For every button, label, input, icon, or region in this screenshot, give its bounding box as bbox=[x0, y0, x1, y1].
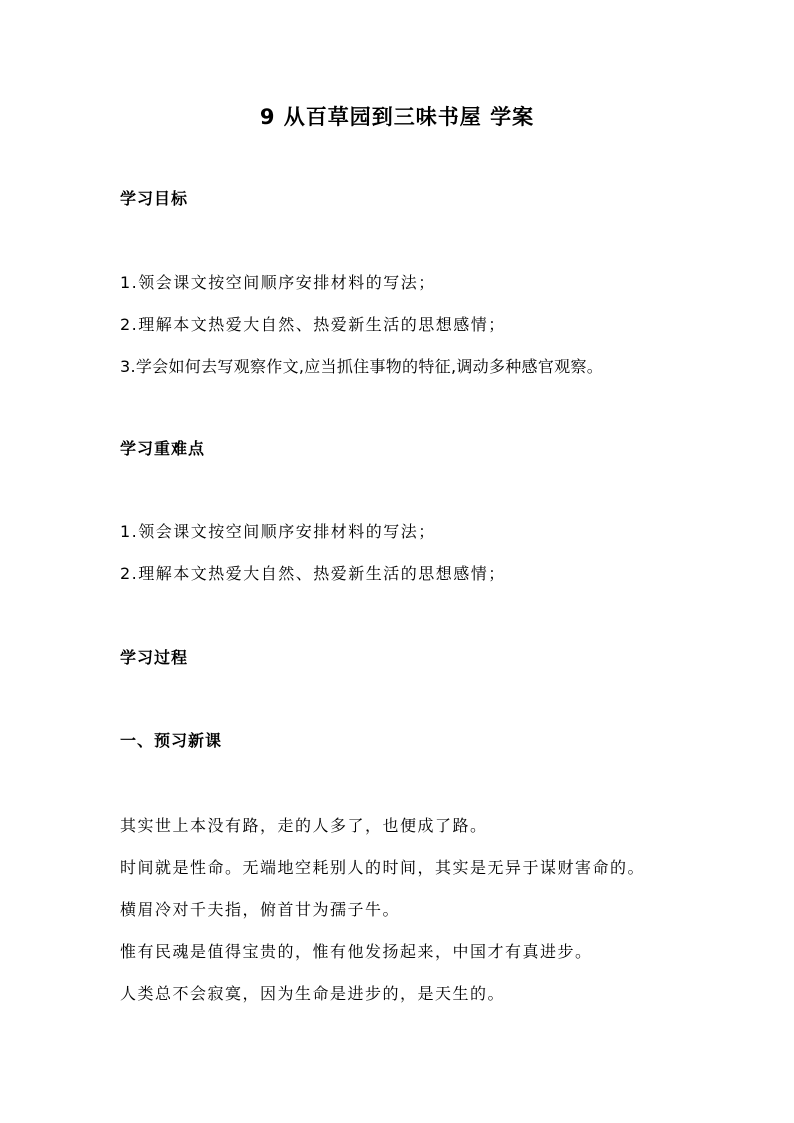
quote-line: 横眉冷对千夫指，俯首甘为孺子牛。 bbox=[120, 900, 401, 919]
objective-item: 3.学会如何去写观察作文,应当抓住事物的特征,调动多种感官观察。 bbox=[120, 357, 604, 376]
quote-line: 其实世上本没有路，走的人多了，也便成了路。 bbox=[120, 816, 488, 835]
objective-item: 2.理解本文热爱大自然、热爱新生活的思想感情； bbox=[120, 315, 506, 334]
key-point-item: 2.理解本文热爱大自然、热爱新生活的思想感情； bbox=[120, 564, 506, 583]
objectives-heading: 学习目标 bbox=[120, 189, 189, 208]
process-heading: 学习过程 bbox=[120, 648, 189, 667]
quote-line: 人类总不会寂寞，因为生命是进步的，是天生的。 bbox=[120, 984, 506, 1003]
key-point-item: 1.领会课文按空间顺序安排材料的写法； bbox=[120, 522, 436, 541]
document-title: 9 从百草园到三味书屋 学案 bbox=[259, 105, 535, 129]
quote-line: 惟有民魂是值得宝贵的，惟有他发扬起来，中国才有真进步。 bbox=[120, 942, 593, 961]
objective-item: 1.领会课文按空间顺序安排材料的写法； bbox=[120, 273, 436, 292]
quote-line: 时间就是性命。无端地空耗别人的时间，其实是无异于谋财害命的。 bbox=[120, 858, 646, 877]
key-points-heading: 学习重难点 bbox=[120, 439, 206, 458]
section-one-heading: 一、预习新课 bbox=[120, 731, 223, 750]
